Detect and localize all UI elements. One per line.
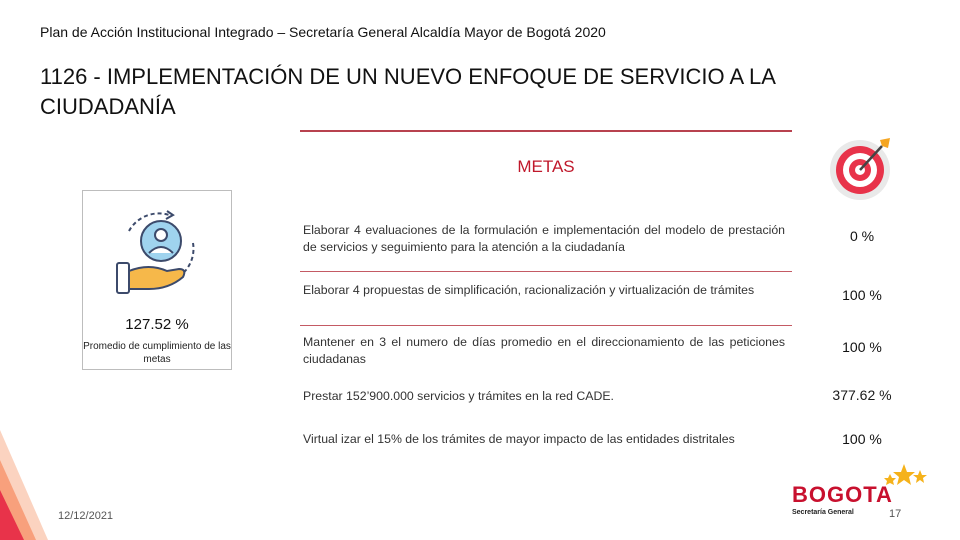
- logo-wordmark: BOGOTA: [792, 482, 893, 507]
- row-divider: [300, 271, 792, 272]
- page-number: 17: [889, 508, 902, 520]
- goal-percent-2: 100 %: [842, 287, 882, 303]
- goal-text-1: Elaborar 4 evaluaciones de la formulación e implementación del modelo de prestación de servicios y seguimiento para la atención a la ciudadanía: [303, 223, 785, 254]
- goal-percent-4: 377.62 %: [832, 387, 892, 403]
- metas-top-divider: [300, 130, 792, 132]
- goal-percent-3: 100 %: [842, 339, 882, 355]
- goal-text-4: Prestar 152’900.000 servicios y trámites en la red CADE.: [303, 389, 614, 403]
- header-subtitle: Plan de Acción Institucional Integrado – Secretaría General Alcaldía Mayor de Bogotá 2020: [40, 24, 606, 40]
- goal-percent-1: 0 %: [849, 228, 875, 244]
- bogota-logo: [786, 460, 936, 522]
- logo-subtitle: Secretaría General: [792, 509, 854, 516]
- kpi-caption: Promedio de cumplimiento de las metas: [83, 341, 231, 365]
- target-icon: [828, 134, 896, 202]
- goal-text-5: Virtual izar el 15% de los trámites de mayor impacto de las entidades distritales: [303, 432, 735, 446]
- row-divider: [300, 325, 792, 326]
- footer-date: 12/12/2021: [58, 510, 114, 522]
- kpi-value: 127.52 %: [125, 316, 189, 333]
- corner-decoration: [0, 430, 60, 540]
- kpi-card: [82, 190, 232, 370]
- page-title: 1126 - IMPLEMENTACIÓN DE UN NUEVO ENFOQUE DE SERVICIO A LA CIUDADANÍA: [40, 64, 775, 119]
- goal-text-2: Elaborar 4 propuestas de simplificación, racionalización y virtualización de trámites: [303, 283, 755, 297]
- hand-person-cycle-icon: [109, 203, 205, 299]
- goal-percent-5: 100 %: [842, 431, 882, 447]
- metas-heading: METAS: [517, 157, 575, 176]
- goal-text-3: Mantener en 3 el numero de días promedio en el direccionamiento de las peticiones ciudadanas: [303, 335, 785, 366]
